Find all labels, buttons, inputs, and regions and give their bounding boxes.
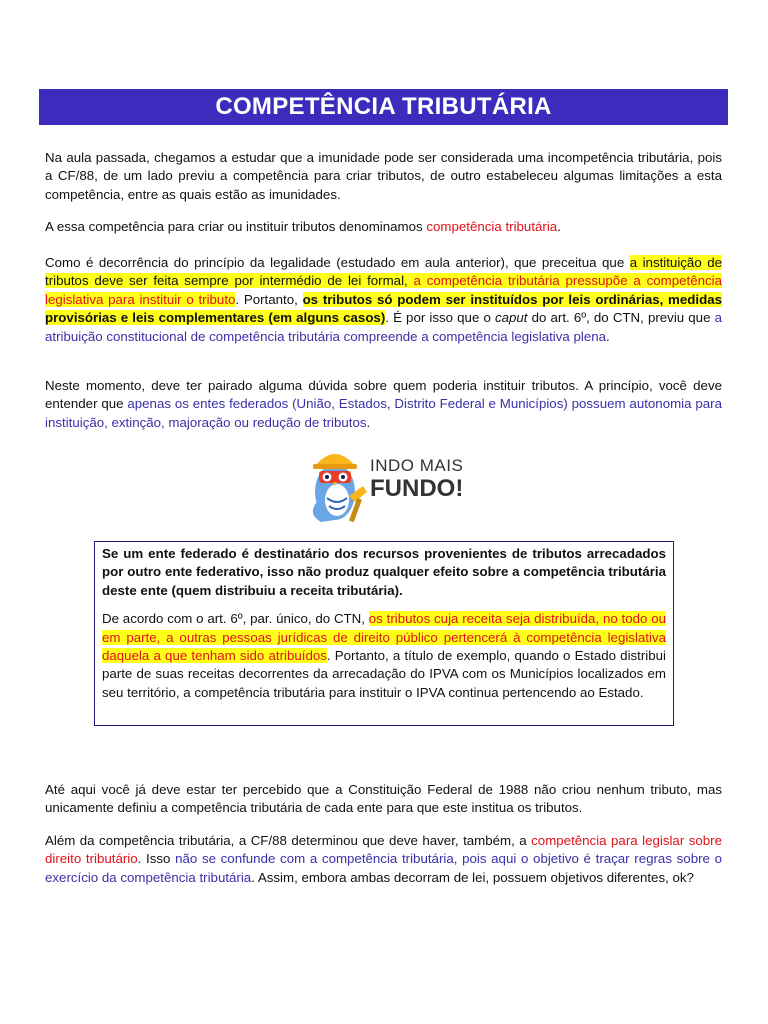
paragraph-legalidade (45, 254, 722, 346)
highlighted-red-text: os tributos cuja receita seja distribuída, no todo ou em parte, a outras pessoas jurídicas de direito público (102, 611, 667, 645)
info-box (94, 541, 674, 726)
text-span: . É por isso que o (385, 310, 495, 326)
text-span: Neste momento, deve ter pairado alguma dúvida sobre quem poderia instituir tributos. A princípio, você deve entender que (45, 378, 722, 412)
paragraph-cf88: Até aqui você já deve estar ter percebido que a Constituição Federal de 1988 não criou nenhum tributo, mas unicamente definiu a competência tributária de cada ente para que este institua os tributos. (45, 782, 722, 816)
highlighted-red-text: a competência tributária pressupõe a competência legislativa para instituir o tributo (45, 273, 723, 307)
text-span: . Portanto, (235, 291, 303, 307)
text-span: . Assim, embora ambas decorram de lei, possuem objetivos diferentes, ok? (251, 869, 694, 885)
page-title: COMPETÊNCIA TRIBUTÁRIA (39, 89, 728, 125)
text-span: A essa competência para criar ou instituir tributos denominamos (45, 219, 427, 234)
logo-line2: FUNDO! (370, 475, 464, 502)
text-span: . Isso (137, 851, 176, 867)
text-span: Além da competência tributária, a CF/88 determinou que deve haver, também, a (45, 833, 532, 848)
paragraph-legislar (45, 832, 722, 887)
highlighted-red-text: pertencerá à competência legislativa daquela a que tenham sido atribuídos (102, 629, 666, 664)
term-competencia-tributaria: competência tributária (426, 219, 558, 234)
info-box-paragraph-2 (102, 610, 666, 702)
text-span: De acordo com o art. 6º, par. único, do CTN, (102, 611, 369, 627)
text-span: . (606, 328, 610, 344)
highlighted-text: a instituição de tributos deve ser feita sempre por intermédio de lei formal, (45, 255, 722, 289)
indo-mais-fundo-logo (305, 440, 465, 530)
blue-text: não se confunde com a competência tributária, pois aqui o objetivo é traçar regras sobre o exercício da competência tributária (45, 851, 722, 885)
text-span: Como é decorrência do princípio da legalidade (estudado em aula anterior), que preceitua que (45, 255, 630, 270)
paragraph-definition (45, 218, 722, 236)
info-box-paragraph-1: Se um ente federado é destinatário dos recursos provenientes de tributos arrecadados por outro ente federativo, isso não produz qualquer efeito sobre a competência tributária deste ente (quem distribuiu a receita tributária). (102, 546, 666, 598)
red-text: competência para legislar sobre direito tributário (45, 833, 722, 867)
paragraph-entes-federados (45, 377, 722, 432)
highlighted-bold-text: os tributos só podem ser instituídos por leis ordinárias, medidas provisórias e leis complementares (em alguns casos) (45, 291, 723, 326)
text-span: . (366, 414, 371, 430)
blue-text: apenas os entes federados (União, Estados, Distrito Federal e Municípios) possuem autonomia para instituição, extinção, majoração ou redução de tributos (45, 396, 722, 430)
logo-line1: INDO MAIS (370, 456, 464, 475)
text-span: . (557, 219, 561, 234)
blue-text: a atribuição constitucional de competência tributária compreende a competência legislativa plena (45, 310, 722, 344)
paragraph-intro: Na aula passada, chegamos a estudar que a imunidade pode ser considerada uma incompetência tributária, pois a CF/88, de um lado previu a competência para criar tributos, de outro estabeleceu algumas limitações a esta competência, entre as quais estão as imunidades. (45, 150, 722, 202)
text-span: do art. 6º, do CTN, previu que (527, 310, 715, 326)
text-span: . Portanto, a título de exemplo, quando o Estado distribui parte de suas receitas decorrentes da arrecadação do IPVA com os Municípios localizados em seu território, a competência tributária para instituir o IPVA continua pertencendo ao Estado. (102, 648, 667, 700)
italic-text: caput (494, 310, 528, 326)
